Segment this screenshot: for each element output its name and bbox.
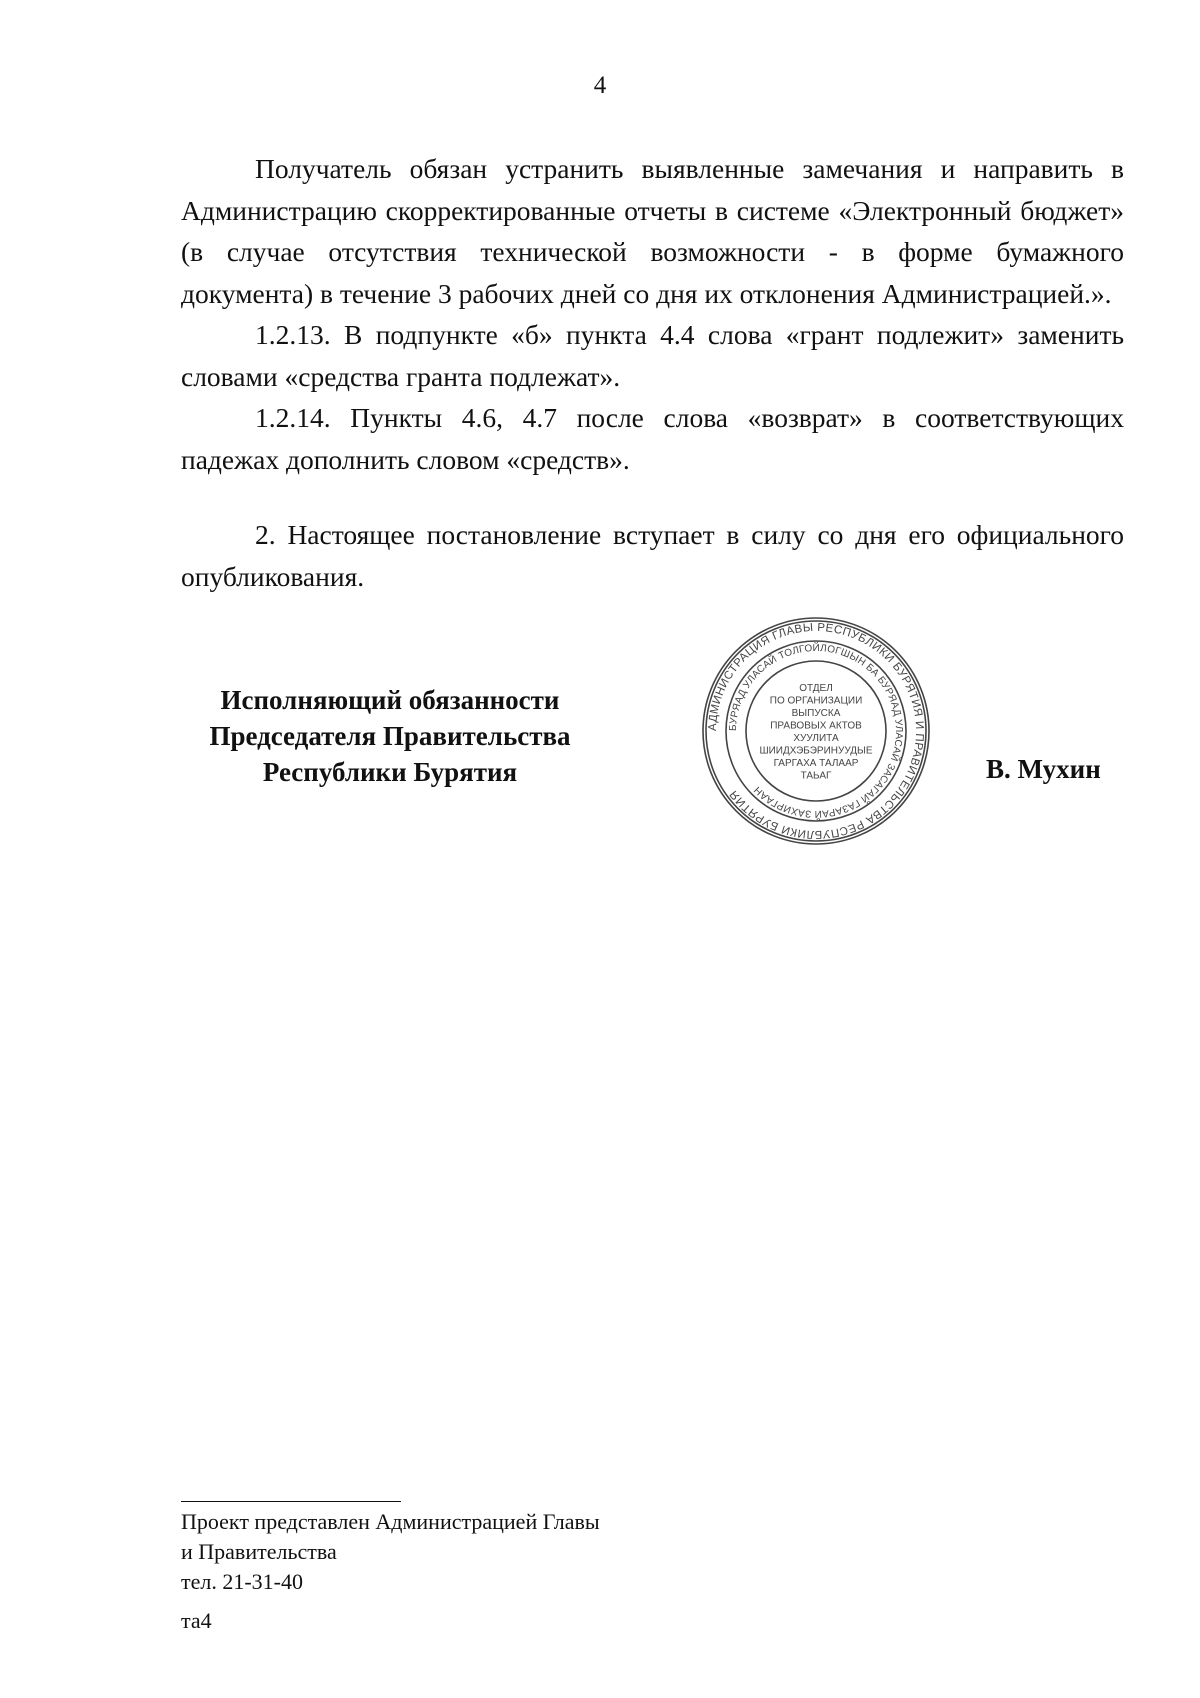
footnote-phone: тел. 21-31-40 — [181, 1569, 304, 1594]
footnote — [181, 1507, 600, 1597]
stamp-center-line: ВЫПУСКА — [791, 708, 841, 719]
official-seal-stamp — [700, 615, 932, 847]
stamp-center-line: ПРАВОВЫХ АКТОВ — [770, 720, 862, 732]
paragraph-1-2-14: 1.2.14. Пункты 4.6, 4.7 после слова «возврат» в соответствующих падежах дополнить словом «средств». — [181, 402, 1124, 475]
paragraph-1-2-13: 1.2.13. В подпункте «б» пункта 4.4 слова «грант подлежит» заменить словами «средства гранта подлежат». — [181, 319, 1124, 392]
page-number: 4 — [593, 72, 607, 99]
document-body — [181, 148, 1124, 597]
svg-text:БУРЯАД УЛАСАЙ ТОЛГОЙЛОГШЫН БА: БУРЯАД УЛАСАЙ ТОЛГОЙЛОГШЫН БА БУРЯАД УЛАСАЙ ЗАСАГАЙ ГАЗАРАЙ ЗАХИРГААН — [727, 642, 905, 820]
signature-title — [180, 682, 600, 790]
signature-title-line: Исполняющий обязанности — [220, 685, 560, 715]
stamp-center-line: ГАРГАХА ТАЛААР — [773, 758, 859, 769]
svg-text:АДМИНИСТРАЦИЯ ГЛАВЫ РЕСПУБЛИКИ: АДМИНИСТРАЦИЯ ГЛАВЫ РЕСПУБЛИКИ БУРЯТИЯ И ПРАВИТЕЛЬСТВА РЕСПУБЛИКИ БУРЯТИЯ — [706, 621, 926, 841]
footnote-line: Проект представлен Администрацией Главы — [181, 1509, 600, 1534]
signature-title-line: Председателя Правительства — [209, 721, 571, 751]
stamp-center-line: ОТДЕЛ — [799, 683, 833, 694]
document-code: та4 — [181, 1608, 212, 1633]
stamp-center-line: ПО ОРГАНИЗАЦИИ — [769, 695, 863, 707]
stamp-center-line: ХУУЛИТА — [793, 733, 839, 744]
paragraph-report-correction: Получатель обязан устранить выявленные замечания и направить в Администрацию скорректированные отчеты в системе «Электронный бюджет» (в случае отсутствия технической возможности - в форме бумажного документа) в течение 3 рабочих дней со дня их отклонения Администрацией.». — [181, 153, 1124, 309]
footnote-line: и Правительства — [181, 1539, 337, 1564]
footnote-divider — [181, 1501, 401, 1502]
stamp-center-line: ШИИДХЭБЭРИНУУДЫЕ — [759, 745, 873, 757]
paragraph-effective-date: 2. Настоящее постановление вступает в силу со дня его официального опубликования. — [181, 519, 1124, 592]
signature-title-line: Республики Бурятия — [262, 757, 518, 787]
stamp-center-line: ТАЬАГ — [800, 770, 832, 782]
signer-name: В. Мухин — [986, 754, 1101, 784]
